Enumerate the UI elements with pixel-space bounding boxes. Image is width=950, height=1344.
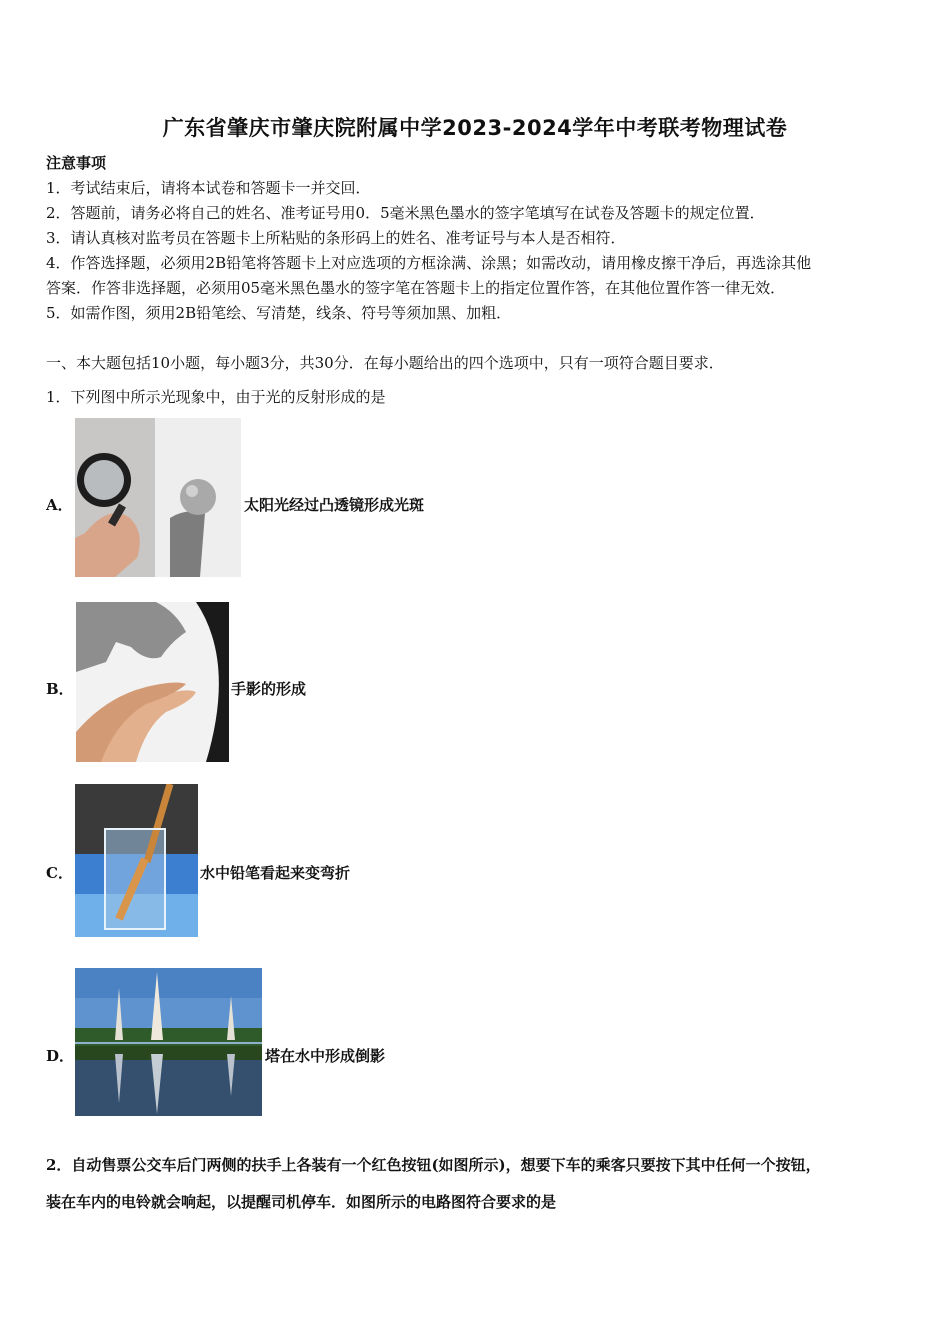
magnifier-shadow-image: [75, 418, 241, 577]
option-b-letter: B．: [46, 680, 74, 698]
section-heading: 一、本大题包括10小题，每小题3分，共30分．在每小题给出的四个选项中，只有一项符合题目要求．: [46, 354, 724, 372]
notice-heading: 注意事项: [46, 154, 107, 172]
question-2-line-2: 装在车内的电铃就会响起，以提醒司机停车．如图所示的电路图符合要求的是: [46, 1193, 557, 1211]
pencil-in-water-image: [75, 784, 198, 937]
question-1-stem: 1．下列图中所示光现象中，由于光的反射形成的是: [46, 388, 386, 406]
hand-shadow-image: [76, 602, 229, 762]
option-c-text: 水中铅笔看起来变弯折: [200, 864, 351, 882]
option-a-letter: A．: [46, 496, 73, 514]
notice-item-5: 5．如需作图，须用2B铅笔绘、写清楚，线条、符号等须加黑、加粗．: [46, 304, 512, 322]
option-d-letter: D．: [46, 1047, 75, 1065]
notice-item-4-cont: 答案．作答非选择题，必须用05毫米黑色墨水的签字笔在答题卡上的指定位置作答，在其他位置作答一律无效．: [46, 279, 786, 297]
option-a-text: 太阳光经过凸透镜形成光斑: [244, 496, 425, 514]
notice-item-3: 3．请认真核对监考员在答题卡上所粘贴的条形码上的姓名、准考证号与本人是否相符．: [46, 229, 626, 247]
option-b-text: 手影的形成: [231, 680, 307, 698]
page-title: 广东省肇庆市肇庆院附属中学2023-2024学年中考联考物理试卷: [162, 116, 788, 140]
option-c-letter: C．: [46, 864, 73, 882]
question-2-line-1: 2．自动售票公交车后门两侧的扶手上各装有一个红色按钮(如图所示)，想要下车的乘客只要按下其中任何一个按钮，: [46, 1156, 821, 1174]
notice-item-2: 2．答题前，请务必将自己的姓名、准考证号用0．5毫米黑色墨水的签字笔填写在试卷及答题卡的规定位置．: [46, 204, 765, 222]
pagoda-reflection-image: [75, 968, 262, 1116]
notice-item-4: 4．作答选择题，必须用2B铅笔将答题卡上对应选项的方框涂满、涂黑；如需改动，请用橡皮擦干净后，再选涂其他: [46, 254, 812, 272]
notice-item-1: 1．考试结束后，请将本试卷和答题卡一并交回．: [46, 179, 371, 197]
option-d-text: 塔在水中形成倒影: [265, 1047, 386, 1065]
